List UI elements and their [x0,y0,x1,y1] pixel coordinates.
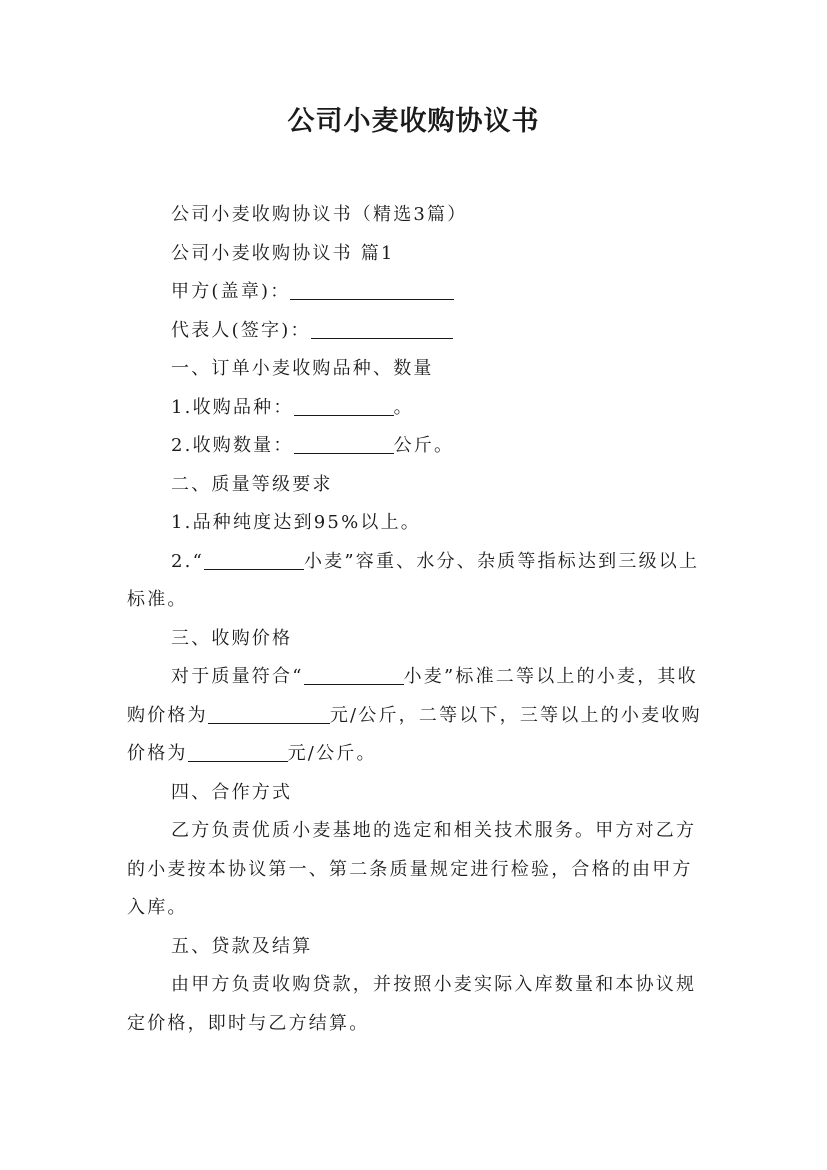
price-text-2: 小麦”标准二等以上的小麦，其收购价格为 [127,666,698,726]
document-body [127,196,709,1043]
document-title: 公司小麦收购协议书 [287,106,540,137]
section-1-heading: 一、订单小麦收购品种、数量 [171,358,434,379]
representative-line [127,312,709,351]
price-blank-1 [304,662,404,685]
quantity-unit: 公斤。 [393,435,455,456]
party-a-line [127,273,709,312]
section-5-heading: 五、贷款及结算 [171,935,313,957]
representative-blank [311,316,453,339]
variety-blank [294,393,394,416]
price-text-4: 元/公斤。 [287,743,377,764]
subtitle-line: 公司小麦收购协议书（精选3篇） [171,204,468,225]
representative-label: 代表人(签字)： [171,319,311,341]
cooperation-paragraph: 乙方负责优质小麦基地的选定和相关技术服务。甲方对乙方的小麦按本协议第一、第二条质量规定进行检验，合格的由甲方入库。 [127,820,697,918]
price-blank-2 [208,701,330,724]
section-2-heading: 二、质量等级要求 [171,473,333,495]
price-blank-3 [188,739,288,762]
standard-blank [204,547,304,570]
purity-line: 1.品种纯度达到95%以上。 [171,512,421,533]
standard-start: 2.“ [171,550,204,572]
standard-paragraph [127,543,709,620]
section-4-heading: 四、合作方式 [171,781,293,803]
price-paragraph [127,658,709,774]
variety-label: 1.收购品种： [171,396,294,418]
party-a-blank [290,277,454,300]
variety-end: 。 [393,396,414,418]
price-text-1: 对于质量符合“ [171,666,304,687]
price-text-3: 元/公斤，二等以下，三等以上的小麦收购价格为 [127,704,702,764]
section-3-heading: 三、收购价格 [171,627,293,649]
quantity-label: 2.收购数量： [171,435,294,456]
party-a-label: 甲方(盖章)： [171,281,291,302]
part-heading: 公司小麦收购协议书 篇1 [171,242,395,264]
quantity-line [127,427,709,466]
settlement-paragraph: 由甲方负责收购贷款，并按照小麦实际入库数量和本协议规定价格，即时与乙方结算。 [127,974,697,1034]
variety-line [127,389,709,428]
standard-text: 小麦”容重、水分、杂质等指标达到三级以上标准。 [127,550,700,610]
quantity-blank [294,431,394,454]
